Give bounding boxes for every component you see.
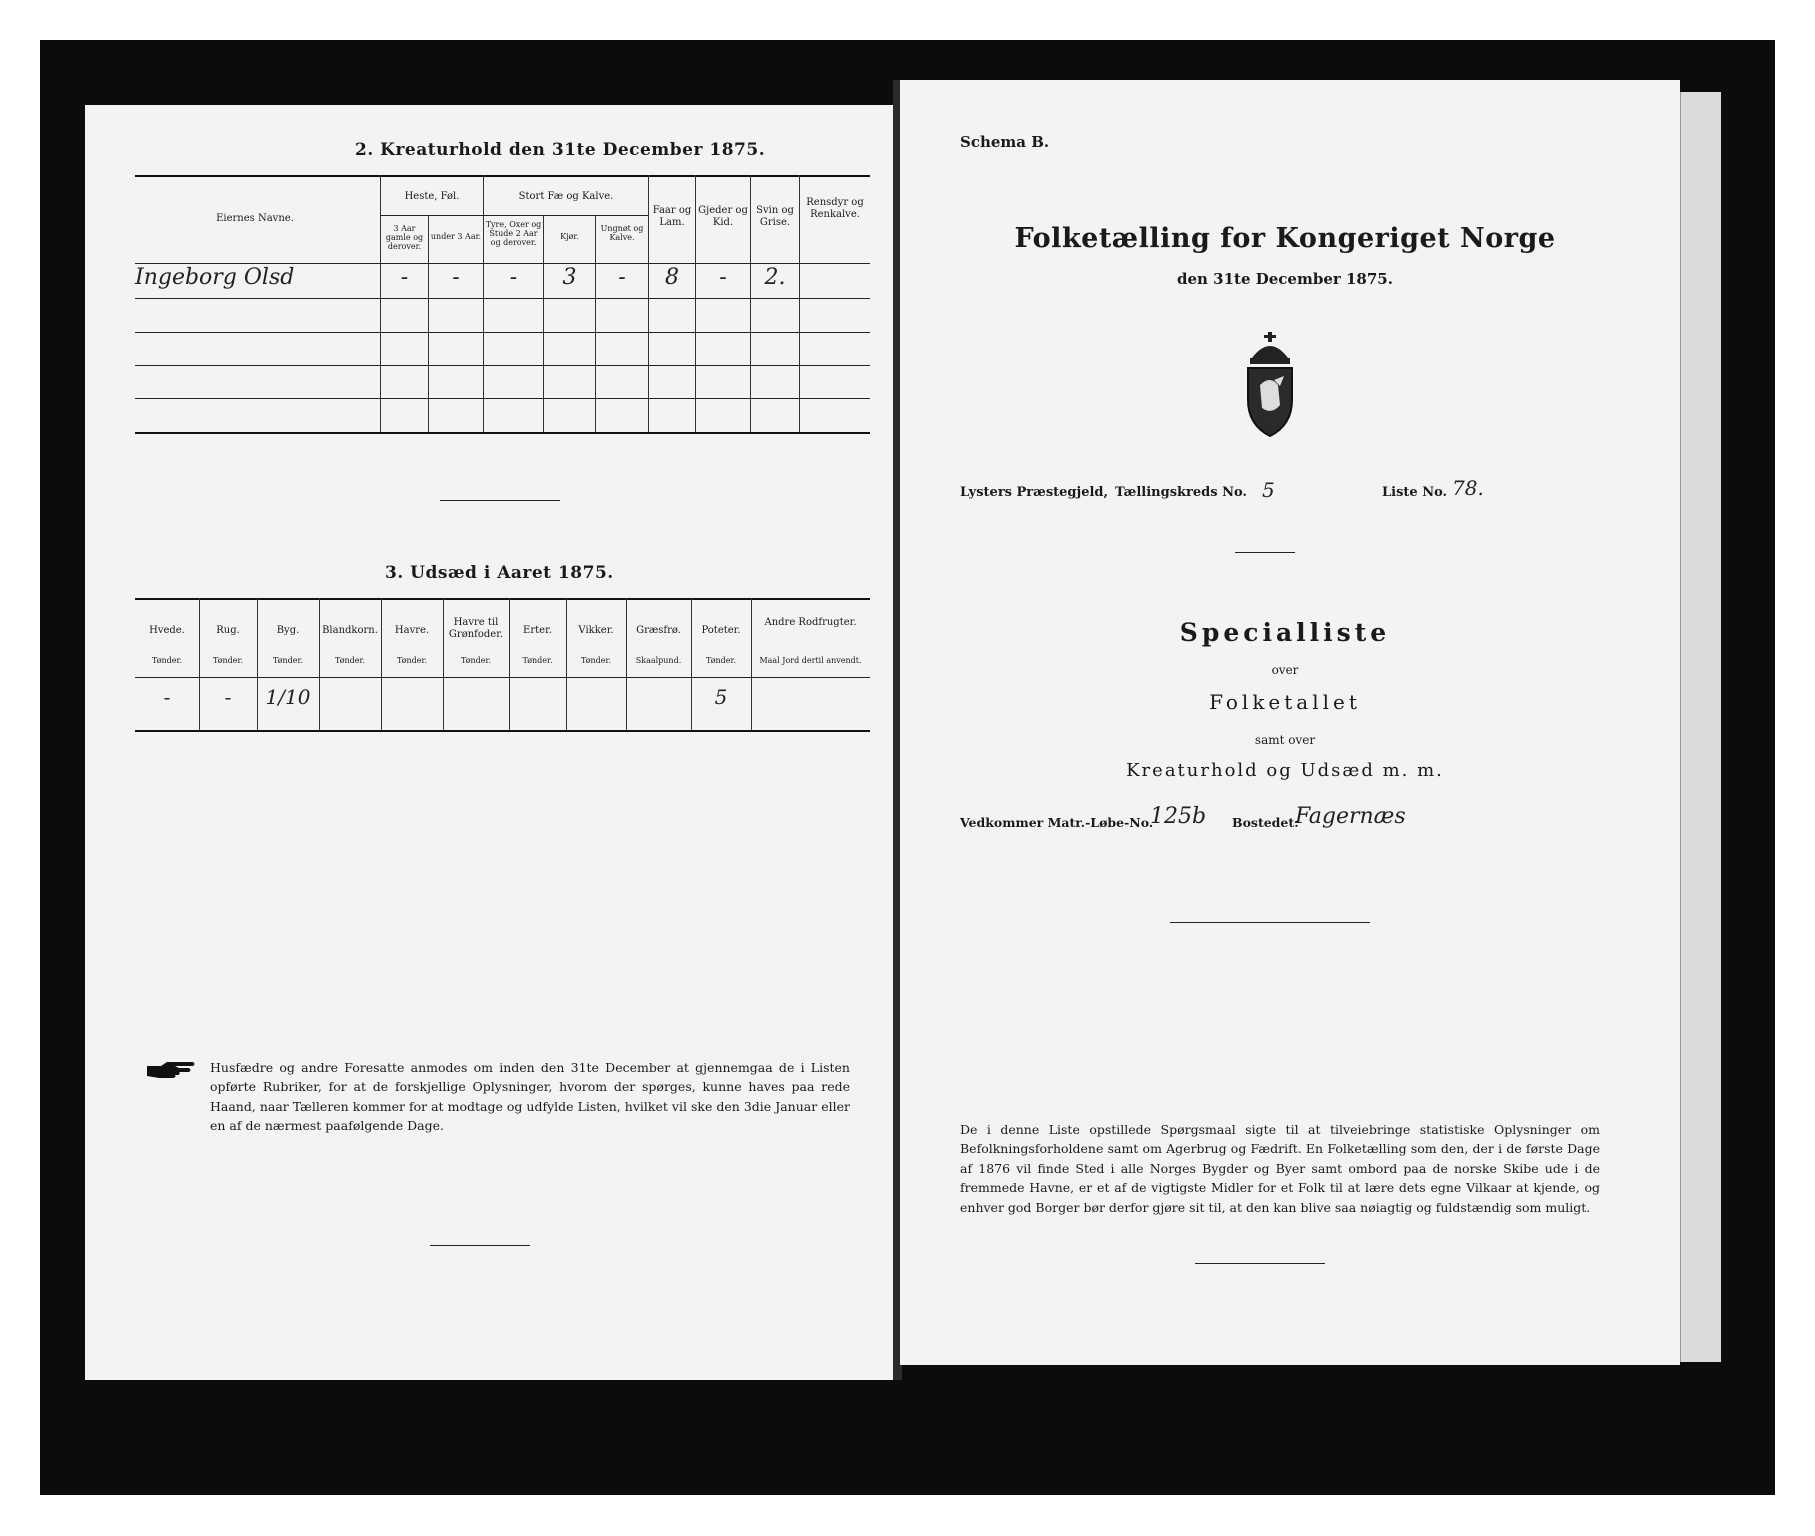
- col-header-reindeer: Rensdyr og Renkalve.: [806, 197, 864, 220]
- calves-cell: -: [618, 265, 626, 290]
- col-header-bulls: Tyre, Oxer og Stude 2 Aar og derover.: [485, 220, 542, 247]
- table-header-border: [135, 263, 870, 264]
- seed-unit-cell: Tønder.: [522, 656, 553, 665]
- col-header-pigs: Svin og Grise.: [756, 205, 794, 228]
- col-divider: [380, 175, 381, 432]
- table-top-border: [135, 175, 870, 177]
- cows-cell: 3: [562, 265, 577, 290]
- seed-unit-cell: Maal Jord dertil anvendt.: [759, 656, 862, 665]
- seed-value-cell: 1/10: [265, 685, 311, 709]
- seed-header-cell: Poteter.: [701, 625, 741, 636]
- table-bottom-border: [135, 432, 870, 434]
- seed-unit-cell: Tønder.: [396, 656, 428, 665]
- seed-unit-cell: Tønder.: [334, 656, 366, 665]
- seed-header-cell: Rug.: [216, 625, 240, 636]
- bulls-cell: -: [509, 265, 518, 290]
- right-page: [900, 80, 1680, 1365]
- col-header-horses: Heste, Føl.: [404, 191, 460, 202]
- seed-unit-cell: Tønder.: [705, 656, 737, 665]
- spec-title: Specialliste: [1179, 618, 1391, 647]
- schema-label: Schema B.: [960, 133, 1050, 151]
- kreaturhold-label: Kreaturhold og Udsæd m. m.: [1126, 760, 1444, 781]
- seed-header-cell: Blandkorn.: [322, 625, 378, 636]
- seed-header-cell: Andre Rodfrugter.: [764, 617, 857, 628]
- col-divider: [428, 215, 429, 432]
- col-header-goats: Gjeder og Kid.: [698, 205, 748, 228]
- folketallet-label: Folketallet: [1209, 690, 1361, 714]
- section3-title: 3. Udsæd i Aaret 1875.: [385, 563, 614, 583]
- divider: [440, 500, 560, 501]
- col-divider: [595, 215, 596, 432]
- pointing-hand-icon: [145, 1060, 197, 1080]
- page-date: den 31te December 1875.: [1177, 270, 1393, 288]
- seed-header-cell: Havre til Grønfoder.: [448, 617, 504, 640]
- sheep-cell: 8: [665, 265, 679, 290]
- coat-of-arms-icon: [1230, 330, 1310, 440]
- bosted-label: Bostedet:: [1232, 815, 1299, 830]
- seed-table-header-border: [135, 677, 870, 678]
- list-value: 78.: [1452, 476, 1484, 500]
- horses-young-cell: -: [452, 265, 460, 290]
- row-line: [135, 365, 870, 366]
- col-divider: [483, 175, 484, 432]
- over-label: over: [1271, 663, 1299, 677]
- notice-text: Husfædre og andre Foresatte anmodes om inden den 31te December at gjennemgaa de i Listen opførte Rubriker, for at de forskjellige Oplysninger, hvorom der spørges, kunne haves paa rede Haand, naar Tælleren kommer for at modtage og udfylde Listen, hvilket vil ske den 3die Januar eller en af de nærmest paafølgende Dage.: [210, 1060, 850, 1134]
- col-header-horses-old: 3 Aar gamle og derover.: [385, 224, 424, 251]
- info-paragraph: De i denne Liste opstillede Spørgsmaal sigte til at tilveiebringe statistiske Oplysninger om Befolkningsforholdene samt om Agerbrug og Fædrift. En Folketælling som den, der i de første Dage af 1876 vil finde Sted i alle Norges Bygder og Byer samt ombord paa de norske Skibe ude i de fremmede Havne, er et af de vigtigste Midler for et Folk til at lære dets egne Vilkaar at kjende, og enhver god Borger bør derfor gjøre sit til, at den kan blive saa nøiagtig og fuldstændig som muligt.: [960, 1122, 1600, 1215]
- goats-cell: -: [719, 265, 727, 290]
- parish-label: Lysters Præstegjeld,: [960, 485, 1109, 500]
- horses-old-cell: -: [400, 265, 409, 290]
- seed-unit-cell: Tønder.: [272, 656, 304, 665]
- col-header-horses-young: under 3 Aar.: [430, 232, 482, 241]
- left-page: [85, 105, 895, 1380]
- seed-unit-cell: Tønder.: [580, 656, 612, 665]
- samt-over-label: samt over: [1254, 733, 1316, 747]
- owner-name-cell: Ingeborg Olsd: [135, 265, 295, 290]
- page-title: Folketælling for Kongeriget Norge: [1014, 223, 1556, 254]
- matr-value: 125b: [1150, 804, 1207, 829]
- col-header-cows: Kjør.: [560, 232, 579, 241]
- col-header-sheep: Faar og Lam.: [652, 205, 692, 228]
- underlying-page-edge: [1680, 92, 1721, 1362]
- pigs-cell: 2.: [764, 265, 786, 290]
- seed-header-cell: Erter.: [523, 625, 552, 636]
- seed-value-cell: 5: [714, 685, 728, 709]
- matr-label: Vedkommer Matr.-Løbe-No.: [960, 815, 1154, 830]
- seed-unit-cell: Tønder.: [212, 656, 244, 665]
- seed-header-cell: Havre.: [394, 625, 430, 636]
- row-line: [135, 398, 870, 399]
- district-label: Tællingskreds No.: [1115, 485, 1247, 500]
- divider: [430, 1245, 530, 1246]
- col-header-cattle: Stort Fæ og Kalve.: [518, 191, 614, 202]
- col-divider: [543, 215, 544, 432]
- divider: [1195, 1263, 1325, 1264]
- bosted-value: Fagernæs: [1295, 804, 1406, 829]
- district-value: 5: [1262, 478, 1275, 502]
- seed-header-cell: Byg.: [276, 625, 300, 636]
- seed-unit-cell: Tønder.: [460, 656, 492, 665]
- seed-header-cell: Græsfrø.: [636, 625, 681, 636]
- seed-table-bottom: [135, 730, 870, 732]
- seed-header-cell: Hvede.: [149, 625, 185, 636]
- divider: [1235, 552, 1295, 553]
- col-header-owner: Eiernes Navne.: [216, 213, 294, 224]
- seed-value-cell: -: [163, 685, 171, 709]
- col-header-calves: Ungnøt og Kalve.: [600, 224, 644, 242]
- seed-unit-cell: Skaalpund.: [635, 656, 682, 665]
- row-line: [135, 298, 870, 299]
- seed-header-cell: Vikker.: [578, 625, 614, 636]
- seed-table-top: [135, 598, 870, 600]
- seed-unit-cell: Tønder.: [151, 656, 183, 665]
- subheader-line: [380, 215, 648, 216]
- row-line: [135, 332, 870, 333]
- list-label: Liste No.: [1382, 485, 1448, 500]
- seed-value-cell: -: [224, 685, 232, 709]
- divider: [1170, 922, 1370, 923]
- section2-title: 2. Kreaturhold den 31te December 1875.: [355, 140, 766, 160]
